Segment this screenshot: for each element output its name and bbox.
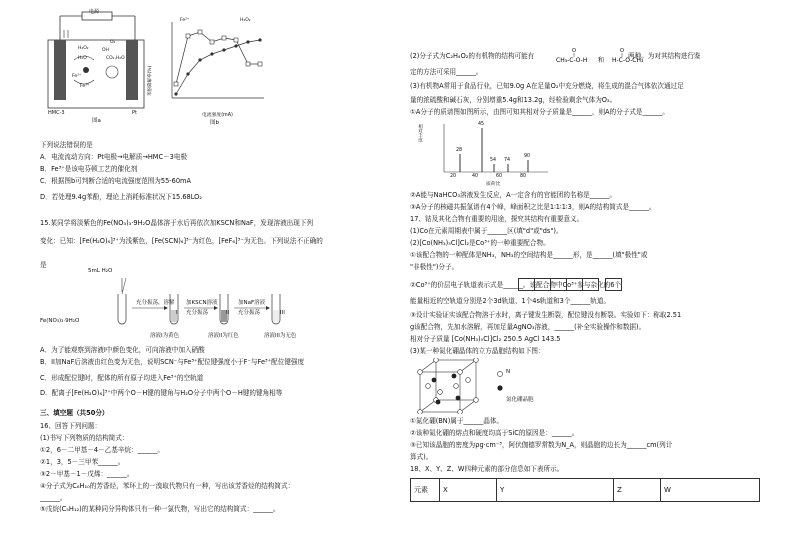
ms-xtick-80: 80 [520,174,527,179]
figure-a-power-label: 电源 [89,9,100,15]
ms-peak-28: 28 [456,148,463,153]
q16-2-part-c: 定的方法可采用______。 [410,68,483,76]
crystal-legend-label: 氮化硼晶胞 [506,397,534,403]
q15-step1: 充分振荡，溶解 [136,300,175,306]
q16-3-intro-2: 量的浓硫酸和碱石灰，分别增重5.4g和13.2g，经检验剩余气体为O₂。 [410,96,617,104]
q15-option-a: A．为了能观察到溶液I中颜色变化，可向溶液中加入硝酸 [40,346,205,354]
q16-item-5: ④分子式为C₈H₁₀的芳香烃，苯环上的一溴取代物只有一种，写出该芳香烃的结构简式： [40,482,295,490]
q15-option-d: D．配离子[Fe(H₂O)₆]³⁺中两个O－H键的键角与H₂O分子中两个O－H键的键角相等 [40,389,283,397]
svg-text:O: O [572,48,576,54]
q17-1: (1)Co在元素周期表中属于______区(填"d"或"ds")。 [410,227,563,235]
q17-3-3b: 算式)。 [410,453,433,461]
q16-item-4: ③2－甲基－1－戊烯：______。 [40,470,134,478]
ms-xlabel: 质荷比 [486,182,501,187]
figure-b-caption: 图b [210,120,219,126]
table-header-x: X [440,479,497,502]
q16-item-3: ②1，3，5－三甲苯______。 [40,458,125,466]
table-header-w: W [661,479,760,502]
q17-title: 17、钴及其化合物有重要的用途，探究其结构有重要意义。 [410,215,584,223]
q16-item-7: ⑤戊烷(C₅H₁₂)的某种同分异构体只有一种一氯代物，写出它的结构简式：______。 [40,505,280,513]
q15-step3b: 充分振荡 [238,310,261,316]
q15-water-label: 5mL H₂O [88,268,113,274]
table-row [411,479,760,502]
q17-2-3a: ③设计实验证实该配合物溶于水时，离子键发生断裂，配位键没有断裂。实验如下：称取2.51 [410,311,682,319]
q15-tube-1-label: I [176,310,178,316]
q18-title: 18、X、Y、Z、W四种元素的部分信息如下表所示。 [410,465,564,473]
table-header-y: Y [497,479,614,502]
q16-2-part-b: 两种。为对其结构进行鉴 [628,52,701,60]
figure-b-legend-fe: Fe²⁺ [180,18,190,23]
q17-2-1b: "非极性")分子。 [410,263,459,271]
figure-b-xlabel: 电流强度(mA) [202,113,233,118]
q15-line-2: 变化：已知：[Fe(H₂O)₆]³⁺为浅紫色，[Fe(SCN)₆]³⁻为红色，[FeF₆]³⁻为无色。下列说法不正确的 [40,237,323,245]
left-column [40,0,395,560]
ms-peak-54: 54 [490,158,497,163]
q15-option-b: B．II加NaF后溶液由红色变为无色，说明SCN⁻与Fe³⁺配位键强度小于F⁻与Fe³⁺配位键强度 [40,358,305,366]
q14-option-a: A．电流流动方向：Pt电极→电解质→HMC－3电极 [40,153,188,161]
section-3-heading: 三、填空题（共50分） [40,409,109,417]
figure-a-hmc-label: HMC-3 [48,110,65,116]
ms-xtick-20: 20 [450,174,457,179]
ms-xtick-40: 40 [472,174,479,179]
q17-2-3b: g该配合物，先加水溶解，再加足量AgNO₃溶液，______(补全实验操作和数据)。 [410,323,646,331]
svg-text:O: O [620,48,624,54]
q17-2-2a: ②Co³⁺的价层电子轨道表示式是______。该配合物中Co³⁺参与杂化的6个 [410,281,622,289]
figure-a-label-5: H₂O [78,56,87,61]
ms-xtick-60: 60 [496,174,503,179]
q15-tube-3-label: III [280,310,285,316]
crystal-legend-n-symbol [496,370,504,378]
q15-solution-3: 溶液III为无色 [264,333,297,339]
q15-line-3: 是 [40,261,47,269]
svg-text:H-C-O-CH₃: H-C-O-CH₃ [612,57,644,64]
figure-a-label-6: O₂ [110,40,116,45]
q16-3-item-3: ③A分子的核磁共振氢谱有4个峰，峰面积之比是1∶1∶1∶3，则A的结构简式是______。 [410,203,656,211]
element-info-table [410,478,760,502]
figure-a-pt-label: Pt [132,110,137,116]
figure-a-label-3: Fe²⁺ [72,74,82,79]
figure-a-label-4: Fe³⁺ [80,84,90,89]
q17-3-2: ②该种氮化硼的熔点和硬度均高于SiC的原因是：______。 [410,429,579,437]
figure-a-label-1: H₂O₂ [78,46,89,51]
figure-a-label-7: CO₂,H₂O [106,56,125,61]
q16-item-1: (1)书写下列物质的结构简式： [40,434,129,442]
q15-step2: 加KSCN溶液 [186,300,218,306]
figure-b-ylabel: 苯酚降解率(%) [148,65,153,96]
q15-solution-1: 溶液I为黄色 [150,333,180,339]
figure-b-chart [158,14,270,114]
q14-stem: 下列说法错误的是 [40,141,93,149]
figure-a-caption: 图a [92,118,101,124]
q17-mass-info: 相对分子质量 [Co(NH₃)₅Cl]Cl₂ 250.5 AgCl 143.5 [410,335,561,343]
figure-b-legend-h2o2: H₂O₂ [240,18,251,23]
bn-crystal-cell [416,358,486,414]
orbital-diagram-boxes [518,278,622,291]
crystal-legend-b-symbol [496,384,504,392]
ms-peak-45: 45 [478,122,485,127]
ms-peak-74: 74 [504,158,511,163]
ms-peak-90: 90 [524,154,531,159]
q15-solution-2: 溶液II为红色 [208,333,239,339]
svg-text:CH₃-C-O-H: CH₃-C-O-H [556,57,588,64]
q17-3-1: ①氮化硼(BN)属于______晶体。 [410,417,504,425]
q17-2-1a: ①该配合物的一种配体是NH₃，NH₃的空间结构是______形，是______(填"极性"或 [410,251,648,259]
ms-ylabel: 相对丰度 [417,124,423,142]
q16-3-intro: (3)有机物A常用于食品行业，已知9.0g A在足量O₂中充分燃烧，将生成的混合气体依次通过足 [410,82,684,90]
q17-2: (2)[Co(NH₃)₅Cl]Cl₂是Co³⁺的一种重要配合物。 [410,239,550,247]
q17-2-2b: 能量相近的空轨道分别是2个3d轨道、1个4s轨道和3个______轨道。 [410,297,611,305]
q17-3: (3)某一种氮化硼晶体的立方晶胞结构如下图： [410,347,545,355]
q16-2-part-a: (2)分子式为C₂H₄O₂的有机物的结构可能有 [410,52,535,60]
q14-option-b: B．Fe³⁺是该电芬顿工艺的催化剂 [40,165,138,173]
q15-line-1: 15.某同学将淡紫色的Fe(NO₃)₃·9H₂O晶体溶于水后再依次加KSCN和NaF，发现溶液出现下列 [40,219,314,227]
figure-a-label-2: OH [102,48,109,53]
q15-tube-2-label: II [226,310,230,316]
q16-title: 16、回答下列问题： [40,422,102,430]
table-header-z: Z [614,479,661,502]
q15-option-c: C．形成配位键时，配体的所有原子均进入Fe³⁺的空轨道 [40,374,204,382]
q16-3-item-2: ②A能与NaHCO₃溶液发生反应，A一定含有的官能团的名称是______。 [410,191,617,199]
q17-3-3a: ③已知该晶胞的密度为ρg·cm⁻³，阿伏伽德罗常数为N_A，则晶胞的边长为______cm(列计 [410,441,673,449]
svg-text:和: 和 [598,57,605,64]
q14-option-c: C．根据图b可判断合适的电流强度范围为55-60mA [40,177,191,185]
mass-spectrum-chart [424,120,554,186]
table-header-element: 元素 [411,479,440,502]
q16-item-2: ①2，6－二甲基－4－乙基辛烷：______。 [40,446,164,454]
crystal-legend-n: N [506,369,511,375]
q15-step3: 加NaF溶液 [238,300,266,306]
right-column [410,0,760,560]
q16-3-item-1: ①A分子的质谱图如图所示，由图可知其相对分子质量是______，则A的分子式是______。 [410,108,669,116]
q15-reagent-label: Fe(NO₃)₃·9H₂O [40,318,80,324]
figure-a-electrolysis [40,10,150,120]
q15-step2b: 充分振荡 [186,310,209,316]
q16-item-6: ______。 [40,494,67,502]
q14-option-d: D．若处理9.4g苯酚，理论上消耗标准状况下15.68LO₂ [40,193,202,201]
